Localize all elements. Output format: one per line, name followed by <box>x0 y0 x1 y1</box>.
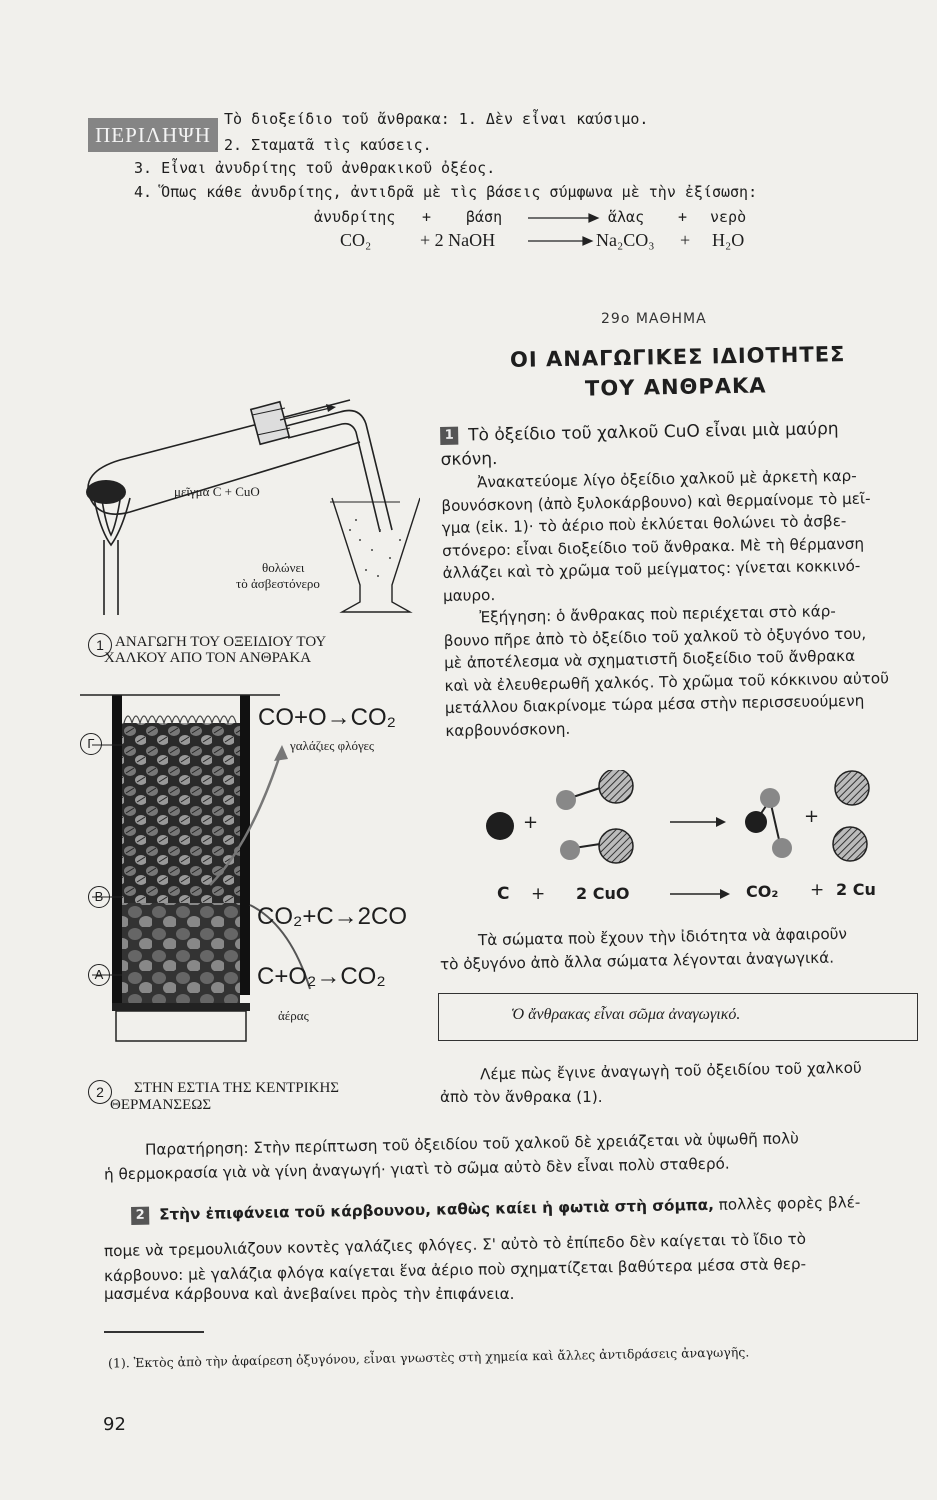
eq-formula-plus: + <box>680 230 691 250</box>
section-2-rest: πολλὲς φορὲς βλέ- <box>713 1193 861 1214</box>
eq-formula-na2co3: Na₂CO₃ <box>596 230 655 250</box>
molecule-plus-right: + <box>804 806 820 827</box>
figure-2-number: 2 <box>88 1080 112 1104</box>
figure-2-caption-1: ΣΤΗΝ ΕΣΤΙΑ ΤΗΣ ΚΕΝΤΡΙΚΗΣ <box>134 1080 340 1096</box>
summary-line-4: 4. Ὅπως κάθε ἀνυδρίτης, ἀντιδρᾶ μὲ τὶς βάσεις σύμφωνα μὲ τὴν ἐξίσωση: <box>134 183 758 201</box>
figure-1-caption-2: ΧΑΛΚΟΥ ΑΠΟ ΤΟΝ ΑΝΘΡΑΚΑ <box>104 650 312 666</box>
label-air: ἀέρας <box>278 1008 309 1023</box>
section-1-line: καρβουνόσκονη. <box>445 719 571 740</box>
eq-formula-naoh: + 2 NaOH <box>420 230 496 250</box>
section-1-line: Ἀνακατεύομε λίγο ὀξείδιο χαλκοῦ μὲ ἀρκετὴ καρ- <box>476 466 857 492</box>
reaction-2cuo: 2 CuO <box>576 884 630 903</box>
reaction-plus-2: + <box>810 880 825 900</box>
section-1-marker: 1 <box>440 427 458 445</box>
figure-2-eq-bottom: C+O₂→CO₂ <box>257 963 386 990</box>
reducing-text-1: Τὰ σώματα ποὺ ἔχουν τὴν ἰδιότητα νὰ ἀφαιροῦν <box>477 924 848 950</box>
section-1-intro: 1 Τὸ ὀξείδιο τοῦ χαλκοῦ CuO εἶναι μιὰ μαύρη <box>440 416 885 448</box>
ash-box <box>116 1011 246 1041</box>
reducing-text-2: τὸ ὀξυγόνο ἀπὸ ἄλλα σώματα λέγονται ἀναγωγικά. <box>439 948 835 974</box>
zone-b-marker: Β <box>88 886 110 908</box>
section-2-line-2: πομε νὰ τρεμουλιάζουν κοντὲς γαλάζιες φλόγες. Σ' αὐτὸ τὸ ἐπίπεδο δὲν καίγεται τὸ ἴδιο τὸ <box>103 1229 807 1261</box>
section-1-line: βουνο πῆρε ἀπὸ τὸ ὀξείδιο τοῦ χαλκοῦ τὸ ὀξυγόνο του, <box>443 624 867 650</box>
summary-line-2: 2. Σταματᾶ τὶς καύσεις. <box>224 136 432 154</box>
section-1-line: ἀλλάζει καὶ τὸ χρῶμα τοῦ μείγματος: γίνεται κοκκινό- <box>442 556 861 582</box>
figure-2-caption-2: ΘΕΡΜΑΝΣΕΩΣ <box>110 1097 212 1113</box>
section-1-line: βουνόσκονη (ἀπὸ ξυλοκάρβουνο) καὶ θερμαίνομε τὸ μεῖ- <box>441 488 871 515</box>
label-limewater-2: τὸ ἀσβεστόνερο <box>236 576 320 591</box>
section-2-line-1 <box>131 1193 860 1224</box>
cuo-molecule-top <box>556 770 633 810</box>
eq-word-water: νερὸ <box>710 208 747 226</box>
flame <box>94 498 130 545</box>
page-number: 92 <box>103 1414 126 1435</box>
label-blue-flames: γαλάζιες φλόγες <box>290 738 375 753</box>
figure-1-apparatus <box>60 380 420 640</box>
footnote-rule <box>104 1331 204 1333</box>
eq-word-anhydride: ἀνυδρίτης <box>314 208 396 226</box>
reduction-text-1: Λέμε πὼς ἔγινε ἀναγωγὴ τοῦ ὀξειδίου τοῦ χαλκοῦ <box>479 1058 862 1084</box>
note-line-2: ἡ θερμοκρασία γιὰ νὰ γίνη ἀναγωγή· γιατὶ τὸ σῶμα αὐτὸ δὲν εἶναι πολὺ σταθερό. <box>103 1154 730 1184</box>
label-limewater-1: θολώνει <box>262 560 305 575</box>
reaction-plus-1: + <box>531 884 546 904</box>
mixture-blob <box>86 480 126 504</box>
delivery-tube <box>286 411 392 531</box>
lesson-title-line-2: ΤΟΥ ΑΝΘΡΑΚΑ <box>584 373 767 401</box>
eq-formula-co2: CO₂ <box>340 230 372 250</box>
eq-word-salt: ἅλας <box>608 208 645 226</box>
reaction-co2: CO₂ <box>746 882 779 901</box>
section-1-line: μὲ ἀποτέλεσμα νὰ σχηματιστῆ διοξείδιο τοῦ ἄνθρακα <box>444 646 856 672</box>
section-1-line: μετάλλου διακρίνομε τώρα μέσα στὴν περισσευούμενη <box>444 691 865 717</box>
co2-molecule <box>745 788 792 858</box>
section-1 <box>440 416 890 742</box>
reaction-carbon: C <box>497 884 510 904</box>
note-line-1: Παρατήρηση: Στὴν περίπτωση τοῦ ὀξειδίου τοῦ χαλκοῦ δὲ χρειάζεται νὰ ὑψωθῆ πολὺ <box>144 1129 799 1159</box>
figure-1-caption-1: ΑΝΑΓΩΓΗ ΤΟΥ ΟΞΕΙΔΙΟΥ ΤΟΥ <box>115 634 327 650</box>
section-2-bold: Στὴν ἐπιφάνεια τοῦ κάρβουνου, καθὼς καίει ἡ φωτιὰ στὴ σόμπα, <box>158 1195 715 1224</box>
section-1-line: Ἐξήγηση: ὁ ἄνθρακας ποὺ περιέχεται στὸ κάρ- <box>479 602 836 627</box>
reaction-2cu: 2 Cu <box>836 880 876 899</box>
reduction-text-2: ἀπὸ τὸν ἄνθρακα (1). <box>440 1088 603 1106</box>
cuo-molecule-bottom <box>560 829 633 863</box>
section-1-line: γμα (εἰκ. 1)· τὸ ἀέριο ποὺ ἐκλύεται θολώνει τὸ ἀσβε- <box>441 511 847 537</box>
eq-word-base: βάση <box>466 208 503 226</box>
definition-text: Ὁ ἄνθρακας εἶναι σῶμα ἀναγωγικό. <box>511 1006 741 1023</box>
eq-word-plus-2: + <box>678 208 688 226</box>
summary-line-1: Τὸ διοξείδιο τοῦ ἄνθρακα: 1. Δὲν εἶναι καύσιμο. <box>224 110 649 128</box>
blue-flames <box>124 716 236 723</box>
section-2-line-4: μασμένα κάρβουνα καὶ ἀνεβαίνει πρὸς τὴν ἐπιφάνεια. <box>104 1285 515 1303</box>
figure-2-eq-middle: CO₂+C→2CO <box>257 903 408 930</box>
coal-bed-upper <box>122 723 240 903</box>
summary-line-3: 3. Εἶναι ἀνυδρίτης τοῦ ἀνθρακικοῦ ὀξέος. <box>134 159 496 177</box>
molecule-plus-left: + <box>523 812 539 833</box>
zone-a-marker: Α <box>88 964 110 986</box>
figure-2-eq-top: CO+O→CO₂ <box>258 704 396 731</box>
zone-g-marker: Γ <box>80 733 102 755</box>
coal-bed-lower <box>122 903 240 1003</box>
copper-atom-top <box>835 771 869 805</box>
eq-formula-h2o: H₂O <box>712 230 745 250</box>
footnote-text: (1). Ἐκτὸς ἀπὸ τὴν ἀφαίρεση ὀξυγόνου, εἶναι γνωστὲς στὴ χημεία καὶ ἄλλες ἀντιδράσεις ἀναγωγῆς. <box>107 1344 750 1371</box>
figure-1-number: 1 <box>88 633 112 657</box>
carbon-atom <box>486 812 514 840</box>
eq-word-plus: + <box>422 208 432 226</box>
summary-badge: ΠΕΡΙΛΗΨΗ <box>88 118 218 152</box>
section-2-marker: 2 <box>131 1206 149 1224</box>
stove-wall-left <box>112 695 122 1003</box>
section-2-line-3: κάρβουνο: μὲ γαλάζια φλόγα καίγεται ἕνα ἀέριο ποὺ σχηματίζεται βαθύτερα μέσα στὰ θερ- <box>103 1254 807 1286</box>
section-1-line: στόνερο: εἶναι διοξείδιο τοῦ ἄνθρακα. Μὲ τὴ θέρμανση <box>442 534 865 560</box>
section-1-line: σκόνη. <box>440 449 498 470</box>
section-1-line: μαυρο. <box>442 585 496 605</box>
grate <box>112 1003 250 1011</box>
lesson-title-line-1: ΟΙ ΑΝΑΓΩΓΙΚΕΣ ΙΔΙΟΤΗΤΕΣ <box>509 342 846 372</box>
copper-atom-bottom <box>833 827 867 861</box>
reaction-arrow <box>670 817 726 827</box>
definition-box <box>438 993 918 1041</box>
section-1-line: καὶ νὰ ἐλευθερωθῆ χαλκός. Τὸ χρῶμα τοῦ κόκκινου αὐτοῦ <box>444 668 890 695</box>
label-mixture: μεῖγμα C + CuO <box>174 484 260 499</box>
reaction-formula-arrow <box>668 884 732 904</box>
summary-arrows <box>0 0 937 260</box>
lesson-number: 29ο ΜΑΘΗΜΑ <box>601 311 707 327</box>
